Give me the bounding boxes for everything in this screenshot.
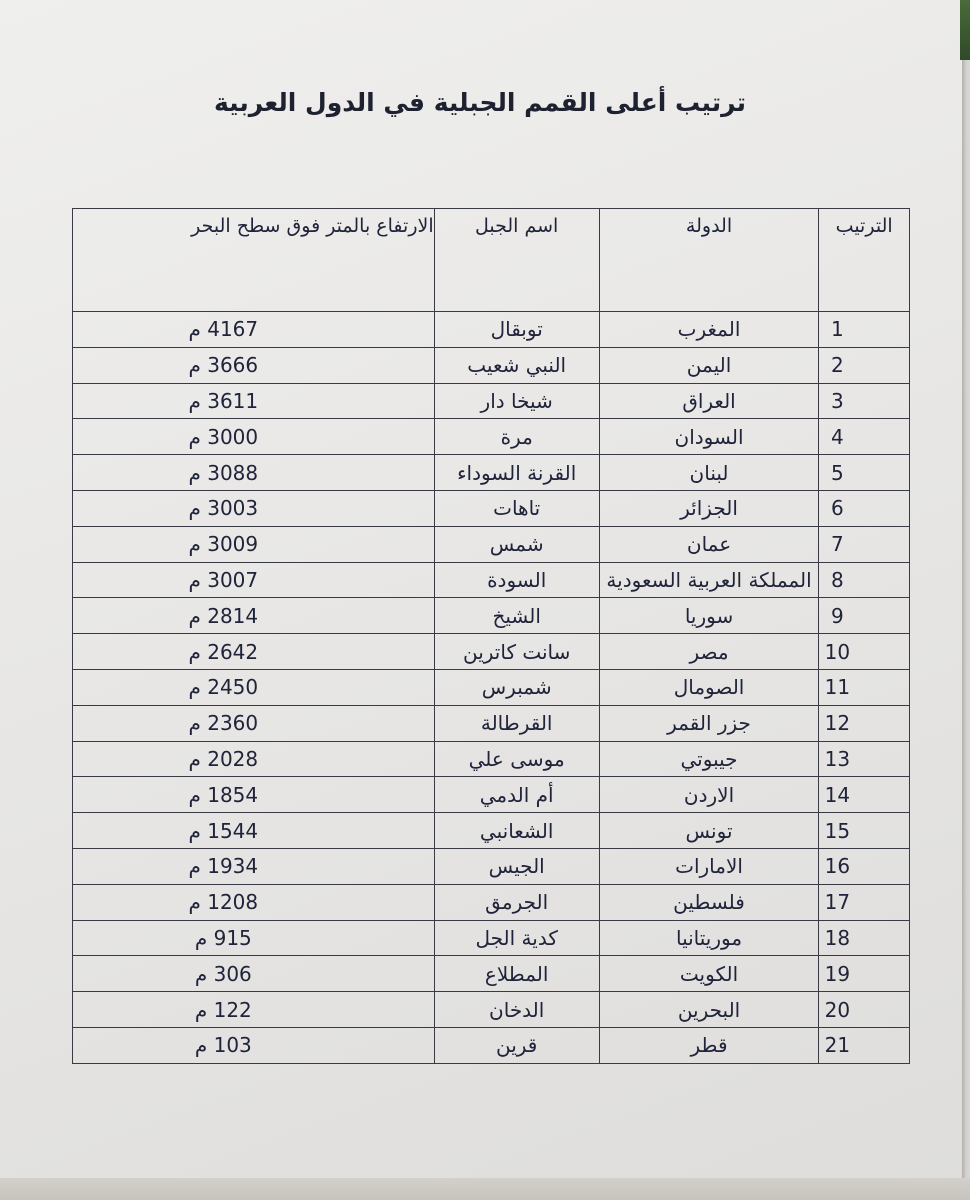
height-value: 122 م: [194, 997, 252, 1022]
height-value: 1208 م: [188, 890, 259, 915]
country-cell: جزر القمر: [599, 705, 819, 741]
table-row: [73, 741, 910, 777]
rank-value: 11: [824, 675, 851, 700]
paper-edge: [0, 1178, 970, 1200]
height-value: 2642 م: [188, 639, 259, 664]
mountain-cell: شيخا دار: [434, 383, 599, 419]
rank-value: 5: [830, 460, 844, 485]
height-value: 103 م: [194, 1033, 252, 1058]
height-cell: [73, 884, 435, 920]
rank-value: 16: [824, 854, 851, 879]
country-cell: العراق: [599, 383, 819, 419]
rank-cell: [819, 992, 910, 1028]
rank-value: 13: [824, 746, 851, 771]
country-cell: جيبوتي: [599, 741, 819, 777]
rank-value: 19: [824, 961, 851, 986]
table-row: [73, 383, 910, 419]
country-cell: مصر: [599, 634, 819, 670]
height-cell: [73, 705, 435, 741]
table-row: [73, 634, 910, 670]
mountain-cell: الجرمق: [434, 884, 599, 920]
height-value: 1934 م: [188, 854, 259, 879]
mountain-cell: موسى علي: [434, 741, 599, 777]
height-value: 915 م: [194, 925, 252, 950]
height-value: 3666 م: [188, 353, 259, 378]
table-row: [73, 598, 910, 634]
height-value: 3000 م: [188, 424, 259, 449]
height-cell: [73, 1027, 435, 1063]
height-cell: [73, 741, 435, 777]
mountain-cell: الدخان: [434, 992, 599, 1028]
table-row: [73, 455, 910, 491]
country-cell: اليمن: [599, 347, 819, 383]
table-row: [73, 419, 910, 455]
rank-value: 12: [824, 711, 851, 736]
height-value: 2360 م: [188, 711, 259, 736]
mountain-cell: تاهات: [434, 490, 599, 526]
country-cell: الصومال: [599, 669, 819, 705]
rank-cell: [819, 848, 910, 884]
table-row: [73, 705, 910, 741]
height-value: 3009 م: [188, 532, 259, 557]
height-value: 2814 م: [188, 603, 259, 628]
mountain-cell: قرين: [434, 1027, 599, 1063]
height-cell: [73, 455, 435, 491]
background-corner: [960, 0, 970, 60]
height-cell: [73, 669, 435, 705]
rank-cell: [819, 419, 910, 455]
height-cell: [73, 562, 435, 598]
height-value: 3611 م: [188, 388, 259, 413]
rank-cell: [819, 920, 910, 956]
rank-cell: [819, 1027, 910, 1063]
mountain-cell: الشيخ: [434, 598, 599, 634]
rank-cell: [819, 705, 910, 741]
country-cell: قطر: [599, 1027, 819, 1063]
country-cell: الامارات: [599, 848, 819, 884]
header-country: الدولة: [599, 209, 819, 312]
rank-value: 2: [830, 353, 844, 378]
height-cell: [73, 956, 435, 992]
country-cell: الاردن: [599, 777, 819, 813]
rank-cell: [819, 526, 910, 562]
table-body: [73, 312, 910, 1064]
rank-value: 9: [830, 603, 844, 628]
height-cell: [73, 992, 435, 1028]
table-row: [73, 312, 910, 348]
mountain-cell: السودة: [434, 562, 599, 598]
country-cell: المغرب: [599, 312, 819, 348]
table-row: [73, 884, 910, 920]
country-cell: السودان: [599, 419, 819, 455]
table-row: [73, 992, 910, 1028]
height-cell: [73, 526, 435, 562]
mountain-cell: الجيس: [434, 848, 599, 884]
table-row: [73, 848, 910, 884]
table-header-row: [73, 209, 910, 312]
mountain-cell: سانت كاترين: [434, 634, 599, 670]
country-cell: لبنان: [599, 455, 819, 491]
table-row: [73, 562, 910, 598]
height-value: 3007 م: [188, 567, 259, 592]
rank-cell: [819, 455, 910, 491]
height-cell: [73, 813, 435, 849]
mountain-cell: المطلاع: [434, 956, 599, 992]
rank-cell: [819, 634, 910, 670]
rank-value: 4: [830, 424, 844, 449]
rank-cell: [819, 490, 910, 526]
table-row: [73, 920, 910, 956]
country-cell: موريتانيا: [599, 920, 819, 956]
country-cell: الكويت: [599, 956, 819, 992]
height-cell: [73, 490, 435, 526]
mountain-cell: توبقال: [434, 312, 599, 348]
rank-value: 3: [830, 388, 844, 413]
country-cell: الجزائر: [599, 490, 819, 526]
mountain-cell: كدية الجل: [434, 920, 599, 956]
height-cell: [73, 347, 435, 383]
rank-value: 8: [830, 567, 844, 592]
header-rank: الترتيب: [819, 209, 910, 312]
mountain-cell: شمبرس: [434, 669, 599, 705]
rank-cell: [819, 956, 910, 992]
rank-cell: [819, 383, 910, 419]
height-value: 306 م: [194, 961, 252, 986]
table-row: [73, 813, 910, 849]
table-row: [73, 777, 910, 813]
country-cell: البحرين: [599, 992, 819, 1028]
height-cell: [73, 312, 435, 348]
rank-cell: [819, 347, 910, 383]
country-cell: عمان: [599, 526, 819, 562]
country-cell: تونس: [599, 813, 819, 849]
rank-value: 15: [824, 818, 851, 843]
height-value: 2028 م: [188, 746, 259, 771]
page-title: ترتيب أعلى القمم الجبلية في الدول العربية: [213, 88, 747, 117]
height-cell: [73, 777, 435, 813]
height-value: 2450 م: [188, 675, 259, 700]
mountain-cell: الشعانبي: [434, 813, 599, 849]
height-value: 1544 م: [188, 818, 259, 843]
rank-cell: [819, 312, 910, 348]
table-row: [73, 669, 910, 705]
mountain-cell: أم الدمي: [434, 777, 599, 813]
height-value: 3088 م: [188, 460, 259, 485]
height-value: 4167 م: [188, 317, 259, 342]
height-cell: [73, 920, 435, 956]
rank-cell: [819, 777, 910, 813]
rank-cell: [819, 884, 910, 920]
rank-value: 20: [824, 997, 851, 1022]
country-cell: المملكة العربية السعودية: [599, 562, 819, 598]
height-cell: [73, 848, 435, 884]
rank-cell: [819, 813, 910, 849]
rank-value: 1: [830, 317, 844, 342]
mountain-cell: القرطالة: [434, 705, 599, 741]
rank-value: 6: [830, 496, 844, 521]
country-cell: سوريا: [599, 598, 819, 634]
mountain-cell: النبي شعيب: [434, 347, 599, 383]
rank-cell: [819, 562, 910, 598]
height-cell: [73, 634, 435, 670]
rank-cell: [819, 741, 910, 777]
country-cell: فلسطين: [599, 884, 819, 920]
mountain-cell: مرة: [434, 419, 599, 455]
rank-value: 7: [830, 532, 844, 557]
height-cell: [73, 419, 435, 455]
table-row: [73, 1027, 910, 1063]
rank-cell: [819, 598, 910, 634]
ranking-table: [72, 208, 910, 1064]
height-value: 3003 م: [188, 496, 259, 521]
rank-cell: [819, 669, 910, 705]
rank-value: 10: [824, 639, 851, 664]
table-row: [73, 490, 910, 526]
header-mountain: اسم الجبل: [434, 209, 599, 312]
header-height: الارتفاع بالمتر فوق سطح البحر: [73, 209, 435, 312]
table-row: [73, 956, 910, 992]
mountain-cell: شمس: [434, 526, 599, 562]
rank-value: 14: [824, 782, 851, 807]
table-row: [73, 347, 910, 383]
rank-value: 18: [824, 925, 851, 950]
table-row: [73, 526, 910, 562]
rank-value: 21: [824, 1033, 851, 1058]
mountain-cell: القرنة السوداء: [434, 455, 599, 491]
height-cell: [73, 598, 435, 634]
rank-value: 17: [824, 890, 851, 915]
height-value: 1854 م: [188, 782, 259, 807]
height-cell: [73, 383, 435, 419]
